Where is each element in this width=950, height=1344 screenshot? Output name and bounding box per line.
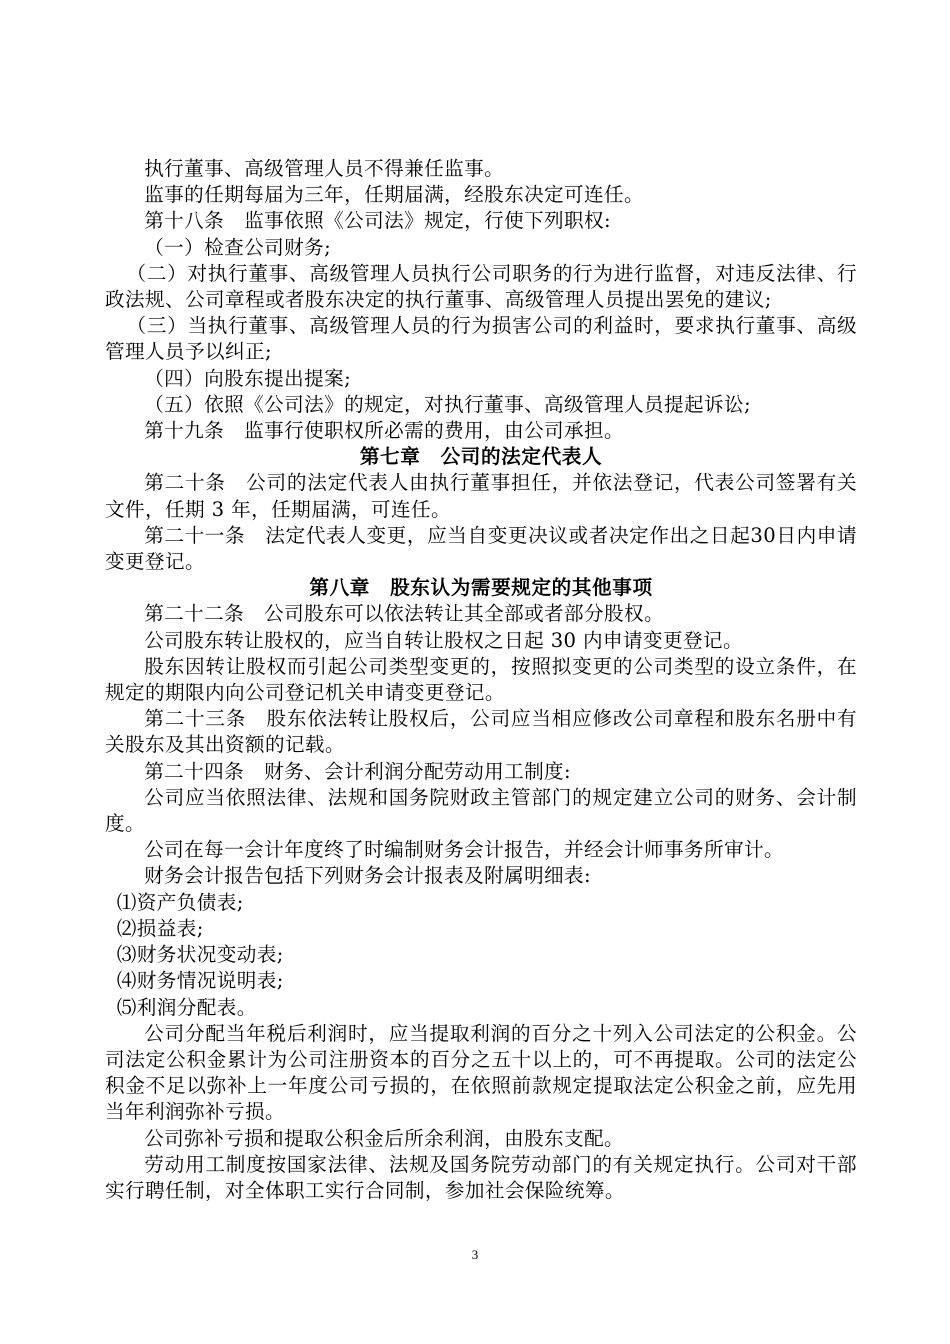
- article-18: 第十八条 监事依照《公司法》规定，行使下列职权:: [144, 209, 612, 233]
- paragraph: 股东因转让股权而引起公司类型变更的，按照拟变更的公司类型的设立条件，在规定的期限内向公司登记机关申请变更登记。: [105, 654, 857, 705]
- list-item: （一）检查公司财务;: [144, 235, 332, 259]
- chapter-heading: 第七章 公司的法定代表人: [359, 445, 603, 469]
- list-item: （二）对执行董事、高级管理人员执行公司职务的行为进行监督，对违反法律、行政法规、公司章程或者股东决定的执行董事、高级管理人员提出罢免的建议;: [105, 261, 857, 312]
- article-19: 第十九条 监事行使职权所必需的费用，由公司承担。: [144, 419, 625, 443]
- list-item: （四）向股东提出提案;: [144, 366, 352, 390]
- page-number: 3: [471, 1247, 479, 1262]
- paragraph: 公司股东转让股权的，应当自转让股权之日起 30 内申请变更登记。: [144, 628, 744, 652]
- paragraph: 劳动用工制度按国家法律、法规及国务院劳动部门的有关规定执行。公司对干部实行聘任制，对全体职工实行合同制，参加社会保险统筹。: [105, 1152, 857, 1202]
- paragraph: 执行董事、高级管理人员不得兼任监事。: [144, 157, 505, 180]
- article-21: 第二十一条 法定代表人变更，应当自变更决议或者决定作出之日起30日内申请变更登记。: [105, 523, 857, 574]
- article-20: 第二十条 公司的法定代表人由执行董事担任，并依法登记，代表公司签署有关文件，任期 3 年，任期届满，可连任。: [105, 471, 857, 521]
- article-23: 第二十三条 股东依法转让股权后，公司应当相应修改公司章程和股东名册中有关股东及其出资额的记载。: [105, 707, 857, 757]
- list-item: （三）当执行董事、高级管理人员的行为损害公司的利益时，要求执行董事、高级管理人员予以纠正;: [105, 314, 857, 364]
- document-body: [105, 156, 857, 1204]
- article-24: 第二十四条 财务、会计利润分配劳动用工制度:: [144, 759, 572, 783]
- report-list-item: ⑴资产负债表;: [116, 890, 244, 914]
- chapter-heading: 第八章 股东认为需要规定的其他事项: [309, 576, 653, 600]
- report-list-item: ⑸利润分配表。: [116, 995, 257, 1019]
- list-item: （五）依照《公司法》的规定，对执行董事、高级管理人员提起诉讼;: [144, 392, 752, 416]
- paragraph: 财务会计报告包括下列财务会计报表及附属明细表:: [144, 864, 592, 888]
- article-22: 第二十二条 公司股东可以依法转让其全部或者部分股权。: [144, 602, 665, 626]
- paragraph: 公司应当依照法律、法规和国务院财政主管部门的规定建立公司的财务、会计制度。: [105, 785, 857, 836]
- paragraph: 公司弥补亏损和提取公积金后所余利润，由股东支配。: [144, 1126, 625, 1150]
- paragraph: 监事的任期每届为三年，任期届满，经股东决定可连任。: [144, 183, 645, 207]
- paragraph: 公司在每一会计年度终了时编制财务会计报告，并经会计师事务所审计。: [144, 838, 784, 862]
- report-list-item: ⑶财务状况变动表;: [116, 943, 284, 967]
- report-list-item: ⑵损益表;: [116, 916, 204, 940]
- report-list-item: ⑷财务情况说明表;: [116, 969, 284, 993]
- paragraph: 公司分配当年税后利润时，应当提取利润的百分之十列入公司法定的公积金。公司法定公积金累计为公司注册资本的百分之五十以上的，可不再提取。公司的法定公积金不足以弥补上一年度公司亏损的，在依照前款规定提取法定公积金之前，应先用当年利润弥补亏损。: [105, 1021, 857, 1124]
